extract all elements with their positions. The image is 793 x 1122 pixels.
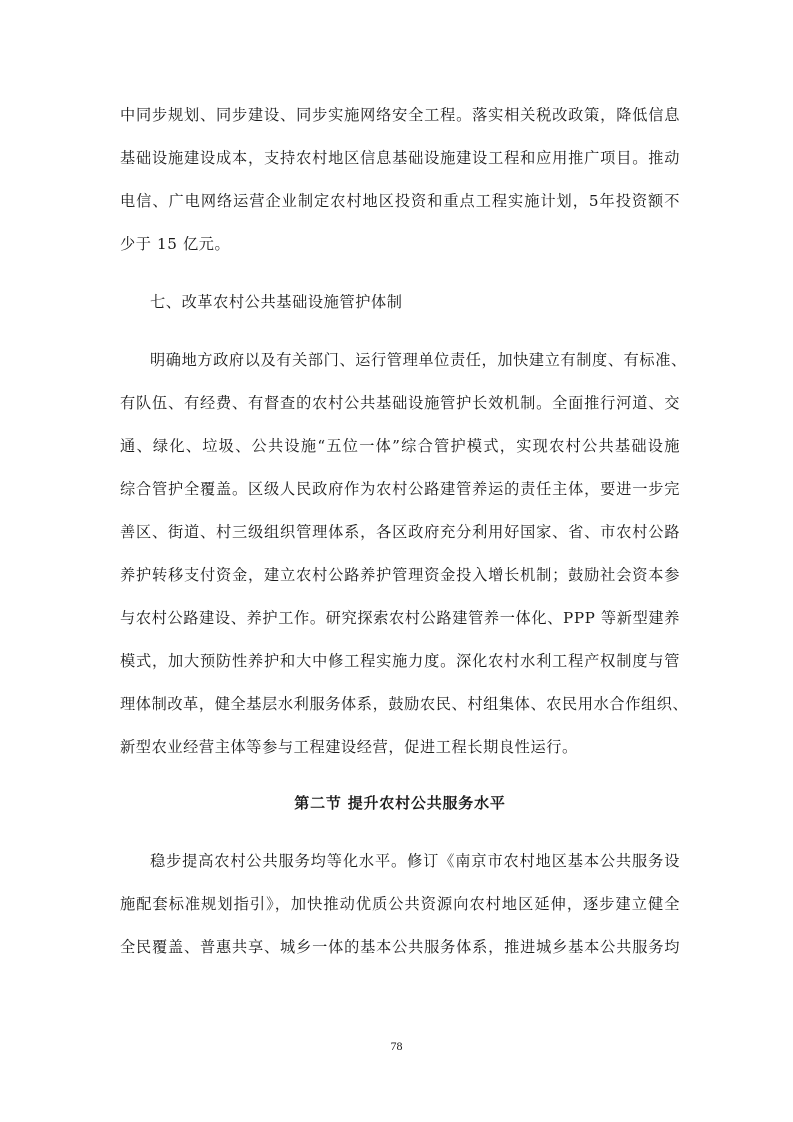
paragraph-2-line-5: 善区、街道、村三级组织管理体系，各区政府充分利用好国家、省、市农村公路 [120,523,680,541]
paragraph-1-line-4: 少于 15 亿元。 [120,235,231,253]
paragraph-2-line-8: 模式，加大预防性养护和大中修工程实施力度。深化农村水利工程产权制度与管 [120,652,680,670]
paragraph-2-line-1: 明确地方政府以及有关部门、运行管理单位责任，加快建立有制度、有标准、 [150,351,687,369]
paragraph-3-line-3: 全民覆盖、普惠共享、城乡一体的基本公共服务体系，推进城乡基本公共服务均 [120,938,680,956]
paragraph-2-line-6: 养护转移支付资金，建立农村公路养护管理资金投入增长机制；鼓励社会资本参 [120,566,680,584]
paragraph-2-line-7: 与农村公路建设、养护工作。研究探索农村公路建管养一体化、PPP 等新型建养 [120,609,680,627]
paragraph-1-line-1: 中同步规划、同步建设、同步实施网络安全工程。落实相关税改政策，降低信息 [120,106,680,124]
paragraph-3-line-1: 稳步提高农村公共服务均等化水平。修订《南京市农村地区基本公共服务设 [150,852,680,870]
paragraph-3-line-2: 施配套标准规划指引》，加快推动优质公共资源向农村地区延伸，逐步建立健全 [120,895,680,913]
paragraph-2-line-9: 理体制改革，健全基层水利服务体系，鼓励农民、村组集体、农民用水合作组织、 [120,695,689,713]
section-title: 第二节 提升农村公共服务水平 [294,794,506,812]
paragraph-2-line-10: 新型农业经营主体等参与工程建设经营，促进工程长期良性运行。 [120,738,578,756]
paragraph-2-line-2: 有队伍、有经费、有督查的农村公共基础设施管护长效机制。全面推行河道、交 [120,394,680,412]
paragraph-1-line-3: 电信、广电网络运营企业制定农村地区投资和重点工程实施计划，5年投资额不 [120,192,680,210]
paragraph-1-line-2: 基础设施建设成本，支持农村地区信息基础设施建设工程和应用推广项目。推动 [120,149,680,167]
subsection-heading: 七、改革农村公共基础设施管护体制 [150,293,403,311]
paragraph-2-line-3: 通、绿化、垃圾、公共设施“五位一体”综合管护模式，实现农村公共基础设施 [120,437,680,455]
paragraph-2-line-4: 综合管护全覆盖。区级人民政府作为农村公路建管养运的责任主体，要进一步完 [120,480,680,498]
page-number: 78 [390,1039,403,1053]
